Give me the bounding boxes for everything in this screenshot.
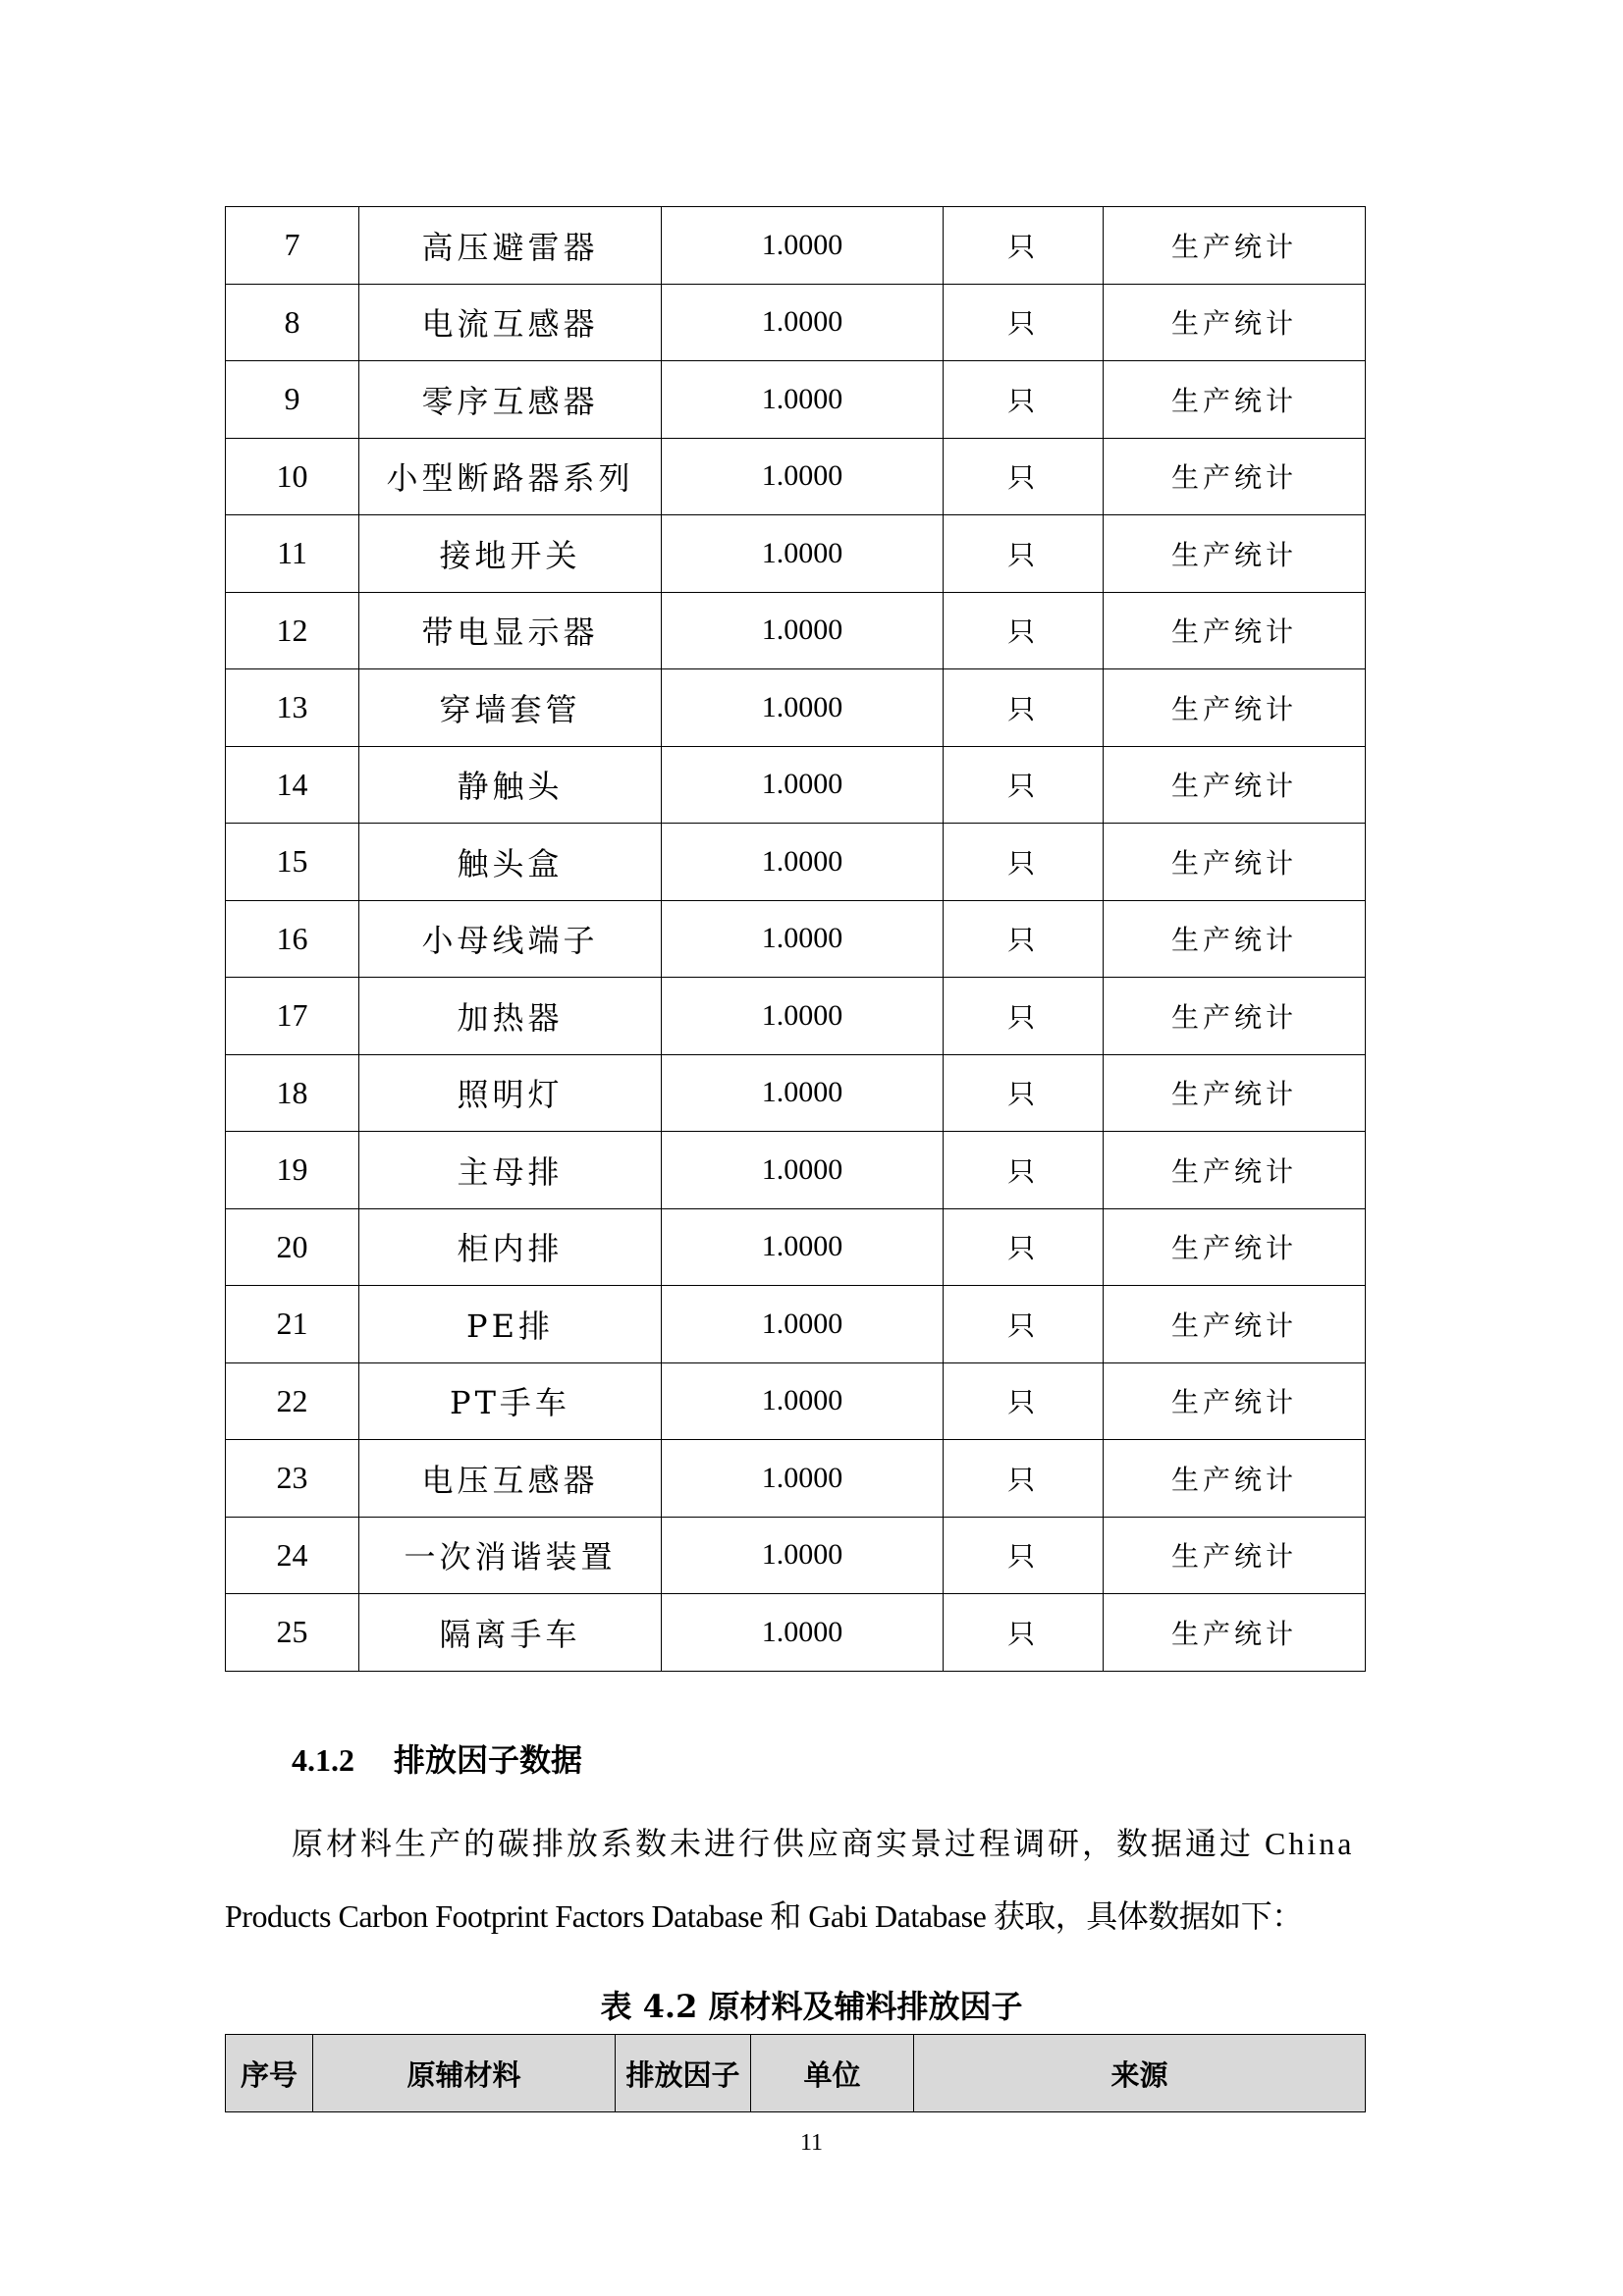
table-row <box>226 515 1366 593</box>
row-source: 生产统计 <box>1104 1440 1366 1518</box>
row-amount: 1.0000 <box>662 1440 944 1518</box>
row-amount: 1.0000 <box>662 1054 944 1132</box>
row-number: 16 <box>226 900 359 978</box>
row-material-name: 高压避雷器 <box>359 207 662 285</box>
table-row <box>226 1517 1366 1594</box>
row-material-name: 静触头 <box>359 746 662 824</box>
row-unit: 只 <box>944 361 1104 439</box>
emission-factor-table <box>225 2034 1366 2112</box>
row-source: 生产统计 <box>1104 592 1366 669</box>
row-source: 生产统计 <box>1104 669 1366 747</box>
row-amount: 1.0000 <box>662 1594 944 1672</box>
row-amount: 1.0000 <box>662 824 944 901</box>
row-amount: 1.0000 <box>662 207 944 285</box>
row-amount: 1.0000 <box>662 1517 944 1594</box>
row-unit: 只 <box>944 824 1104 901</box>
header-material: 原辅材料 <box>313 2035 616 2112</box>
row-source: 生产统计 <box>1104 978 1366 1055</box>
row-unit: 只 <box>944 1286 1104 1363</box>
table-row <box>226 284 1366 361</box>
row-unit: 只 <box>944 515 1104 593</box>
table-row <box>226 1208 1366 1286</box>
row-amount: 1.0000 <box>662 438 944 515</box>
table-row <box>226 361 1366 439</box>
row-source: 生产统计 <box>1104 284 1366 361</box>
row-unit: 只 <box>944 1440 1104 1518</box>
section-title: 排放因子数据 <box>394 1742 583 1778</box>
table-row <box>226 1286 1366 1363</box>
row-unit: 只 <box>944 284 1104 361</box>
table-row <box>226 592 1366 669</box>
row-amount: 1.0000 <box>662 361 944 439</box>
table-row <box>226 207 1366 285</box>
row-number: 8 <box>226 284 359 361</box>
row-source: 生产统计 <box>1104 515 1366 593</box>
header-unit: 单位 <box>751 2035 914 2112</box>
row-source: 生产统计 <box>1104 900 1366 978</box>
paragraph-line-1: 原材料生产的碳排放系数未进行供应商实景过程调研，数据通过 China <box>292 1826 1355 1861</box>
page-number: 11 <box>799 2130 824 2156</box>
row-material-name: 隔离手车 <box>359 1594 662 1672</box>
row-number: 19 <box>226 1132 359 1209</box>
table-row <box>226 900 1366 978</box>
row-source: 生产统计 <box>1104 1208 1366 1286</box>
row-number: 18 <box>226 1054 359 1132</box>
row-unit: 只 <box>944 1054 1104 1132</box>
row-number: 9 <box>226 361 359 439</box>
row-unit: 只 <box>944 207 1104 285</box>
table-row <box>226 669 1366 747</box>
row-material-name: 柜内排 <box>359 1208 662 1286</box>
row-material-name: 带电显示器 <box>359 592 662 669</box>
row-source: 生产统计 <box>1104 438 1366 515</box>
emission-factor-header-row <box>226 2035 1366 2112</box>
row-material-name: 电压互感器 <box>359 1440 662 1518</box>
table-row <box>226 824 1366 901</box>
row-material-name: 小型断路器系列 <box>359 438 662 515</box>
row-number: 21 <box>226 1286 359 1363</box>
row-number: 12 <box>226 592 359 669</box>
row-number: 17 <box>226 978 359 1055</box>
table-row <box>226 438 1366 515</box>
row-material-name: 接地开关 <box>359 515 662 593</box>
row-material-name: 照明灯 <box>359 1054 662 1132</box>
row-number: 14 <box>226 746 359 824</box>
table-row <box>226 1132 1366 1209</box>
table-row <box>226 1054 1366 1132</box>
row-unit: 只 <box>944 669 1104 747</box>
row-source: 生产统计 <box>1104 746 1366 824</box>
material-inventory-table <box>225 206 1366 1672</box>
row-unit: 只 <box>944 592 1104 669</box>
row-material-name: 电流互感器 <box>359 284 662 361</box>
row-source: 生产统计 <box>1104 1594 1366 1672</box>
row-unit: 只 <box>944 1132 1104 1209</box>
row-number: 7 <box>226 207 359 285</box>
table-row <box>226 1362 1366 1440</box>
table-row <box>226 978 1366 1055</box>
row-source: 生产统计 <box>1104 1362 1366 1440</box>
row-unit: 只 <box>944 900 1104 978</box>
row-amount: 1.0000 <box>662 515 944 593</box>
row-number: 13 <box>226 669 359 747</box>
row-amount: 1.0000 <box>662 1286 944 1363</box>
row-amount: 1.0000 <box>662 284 944 361</box>
row-material-name: 一次消谐装置 <box>359 1517 662 1594</box>
header-serial: 序号 <box>226 2035 313 2112</box>
row-source: 生产统计 <box>1104 1132 1366 1209</box>
table-row <box>226 1594 1366 1672</box>
row-number: 23 <box>226 1440 359 1518</box>
row-source: 生产统计 <box>1104 1286 1366 1363</box>
paragraph-line-2: Products Carbon Footprint Factors Database 和 Gabi Database 获取，具体数据如下： <box>225 1898 1303 1934</box>
row-unit: 只 <box>944 1362 1104 1440</box>
row-source: 生产统计 <box>1104 207 1366 285</box>
row-source: 生产统计 <box>1104 361 1366 439</box>
row-material-name: 穿墙套管 <box>359 669 662 747</box>
row-amount: 1.0000 <box>662 900 944 978</box>
table-row <box>226 746 1366 824</box>
table-row <box>226 1440 1366 1518</box>
row-material-name: PE排 <box>359 1286 662 1363</box>
row-unit: 只 <box>944 978 1104 1055</box>
header-emission-factor: 排放因子 <box>616 2035 751 2112</box>
row-amount: 1.0000 <box>662 669 944 747</box>
row-material-name: 主母排 <box>359 1132 662 1209</box>
row-amount: 1.0000 <box>662 746 944 824</box>
row-unit: 只 <box>944 1517 1104 1594</box>
row-amount: 1.0000 <box>662 1362 944 1440</box>
row-unit: 只 <box>944 1594 1104 1672</box>
row-amount: 1.0000 <box>662 592 944 669</box>
row-source: 生产统计 <box>1104 1517 1366 1594</box>
row-source: 生产统计 <box>1104 824 1366 901</box>
row-number: 24 <box>226 1517 359 1594</box>
row-amount: 1.0000 <box>662 1132 944 1209</box>
table-caption: 表 4.2 原材料及辅料排放因子 <box>600 1988 1023 2025</box>
section-number: 4.1.2 <box>292 1742 354 1778</box>
row-number: 25 <box>226 1594 359 1672</box>
row-number: 22 <box>226 1362 359 1440</box>
row-number: 11 <box>226 515 359 593</box>
row-number: 10 <box>226 438 359 515</box>
row-material-name: PT手车 <box>359 1362 662 1440</box>
row-number: 15 <box>226 824 359 901</box>
row-amount: 1.0000 <box>662 1208 944 1286</box>
row-unit: 只 <box>944 438 1104 515</box>
row-material-name: 小母线端子 <box>359 900 662 978</box>
row-unit: 只 <box>944 1208 1104 1286</box>
row-material-name: 加热器 <box>359 978 662 1055</box>
row-source: 生产统计 <box>1104 1054 1366 1132</box>
row-material-name: 零序互感器 <box>359 361 662 439</box>
row-number: 20 <box>226 1208 359 1286</box>
row-unit: 只 <box>944 746 1104 824</box>
row-material-name: 触头盒 <box>359 824 662 901</box>
section-heading <box>292 1735 582 1781</box>
header-source: 来源 <box>914 2035 1366 2112</box>
row-amount: 1.0000 <box>662 978 944 1055</box>
material-inventory-body <box>226 207 1366 1672</box>
